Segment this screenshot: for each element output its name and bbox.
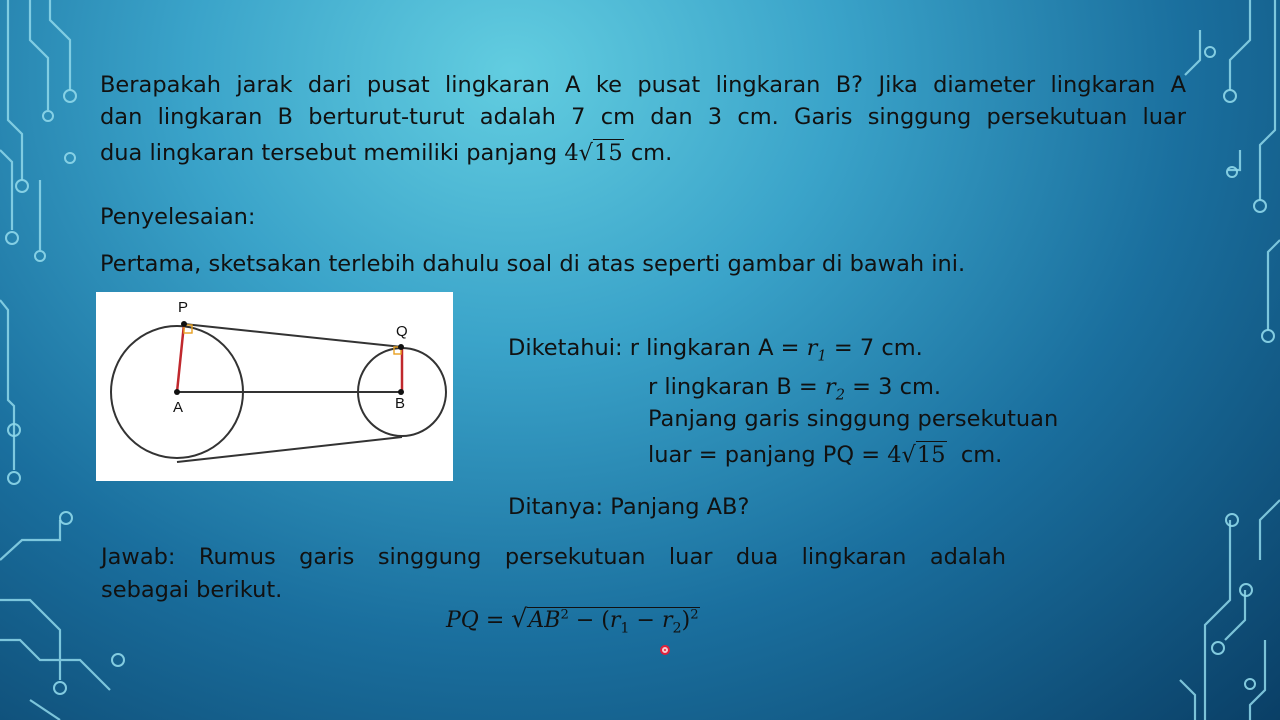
pq-coefficient: 4: [887, 442, 902, 468]
question-line-2: dan lingkaran B berturut-turut adalah 7 cm dan 3 cm. Garis singgung persekutuan luar: [100, 104, 1186, 130]
sqrt-radicand: 15: [594, 140, 623, 166]
formula-exp-1: 2: [560, 607, 569, 623]
radius-a-text: r lingkaran A =: [629, 335, 800, 361]
pq-prefix: luar = panjang PQ =: [648, 442, 881, 468]
formula-r1: r: [609, 608, 621, 633]
pq-length-expression: [887, 442, 946, 468]
answer-line-2: sebagai berikut.: [101, 577, 283, 603]
answer-line-1: Jawab: Rumus garis singgung persekutuan luar dua lingkaran adalah: [101, 544, 1006, 570]
known-pq-line-2: [648, 437, 1002, 473]
label-a: A: [173, 399, 184, 416]
tangent-formula: [446, 604, 700, 636]
radius-a: [177, 324, 184, 392]
asked-text: Ditanya: Panjang AB?: [508, 494, 750, 520]
formula-lhs: PQ: [446, 608, 479, 633]
question-line-3-prefix: dua lingkaran tersebut memiliki panjang: [100, 140, 558, 166]
instruction-text: Pertama, sketsakan terlebih dahulu soal di atas seperti gambar di bawah ini.: [100, 251, 966, 277]
formula-ab: AB: [528, 608, 561, 633]
radius-b-value: = 3 cm.: [852, 374, 942, 400]
pq-radicand: 15: [916, 442, 946, 468]
pointer-cursor-icon: [660, 645, 670, 655]
question-line-1: Berapakah jarak dari pusat lingkaran A ke pusat lingkaran B? Jika diameter lingkaran A: [100, 72, 1186, 98]
known-label: Diketahui:: [508, 335, 623, 361]
formula-exp-2: 2: [690, 607, 699, 623]
formula-minus: −: [575, 608, 595, 633]
point-p: [181, 321, 187, 327]
figure-drawing: [96, 292, 453, 481]
label-q: Q: [396, 323, 408, 340]
radius-a-symbol: $r_1$: [806, 335, 827, 365]
formula-sqrt: $√AB^2 - (r_1 - r_2)^2$: [511, 604, 699, 637]
point-a: [174, 389, 180, 395]
sqrt-coefficient: 4: [564, 140, 579, 166]
label-b: B: [395, 395, 406, 412]
radius-a-value: = 7 cm.: [833, 335, 923, 361]
formula-equals: =: [485, 608, 505, 633]
sqrt-symbol: √15: [578, 140, 623, 166]
solution-heading: Penyelesaian:: [100, 204, 256, 230]
tangent-circles-figure: [96, 292, 453, 481]
question-line-3-suffix: cm.: [630, 140, 673, 166]
radius-b-text: r lingkaran B =: [648, 374, 818, 400]
known-pq-line-1: Panjang garis singgung persekutuan: [648, 406, 1059, 432]
label-p: P: [178, 299, 189, 316]
sqrt-symbol: √15: [901, 442, 946, 468]
tangent-line-top: [184, 324, 402, 347]
question-length-expression: [564, 140, 623, 166]
question-line-3: [100, 135, 672, 171]
formula-r2: r: [661, 608, 673, 633]
known-radius-a: [508, 330, 923, 375]
radius-b-symbol: $r_2$: [824, 374, 845, 404]
point-q: [398, 344, 404, 350]
pq-suffix: cm.: [960, 442, 1003, 468]
